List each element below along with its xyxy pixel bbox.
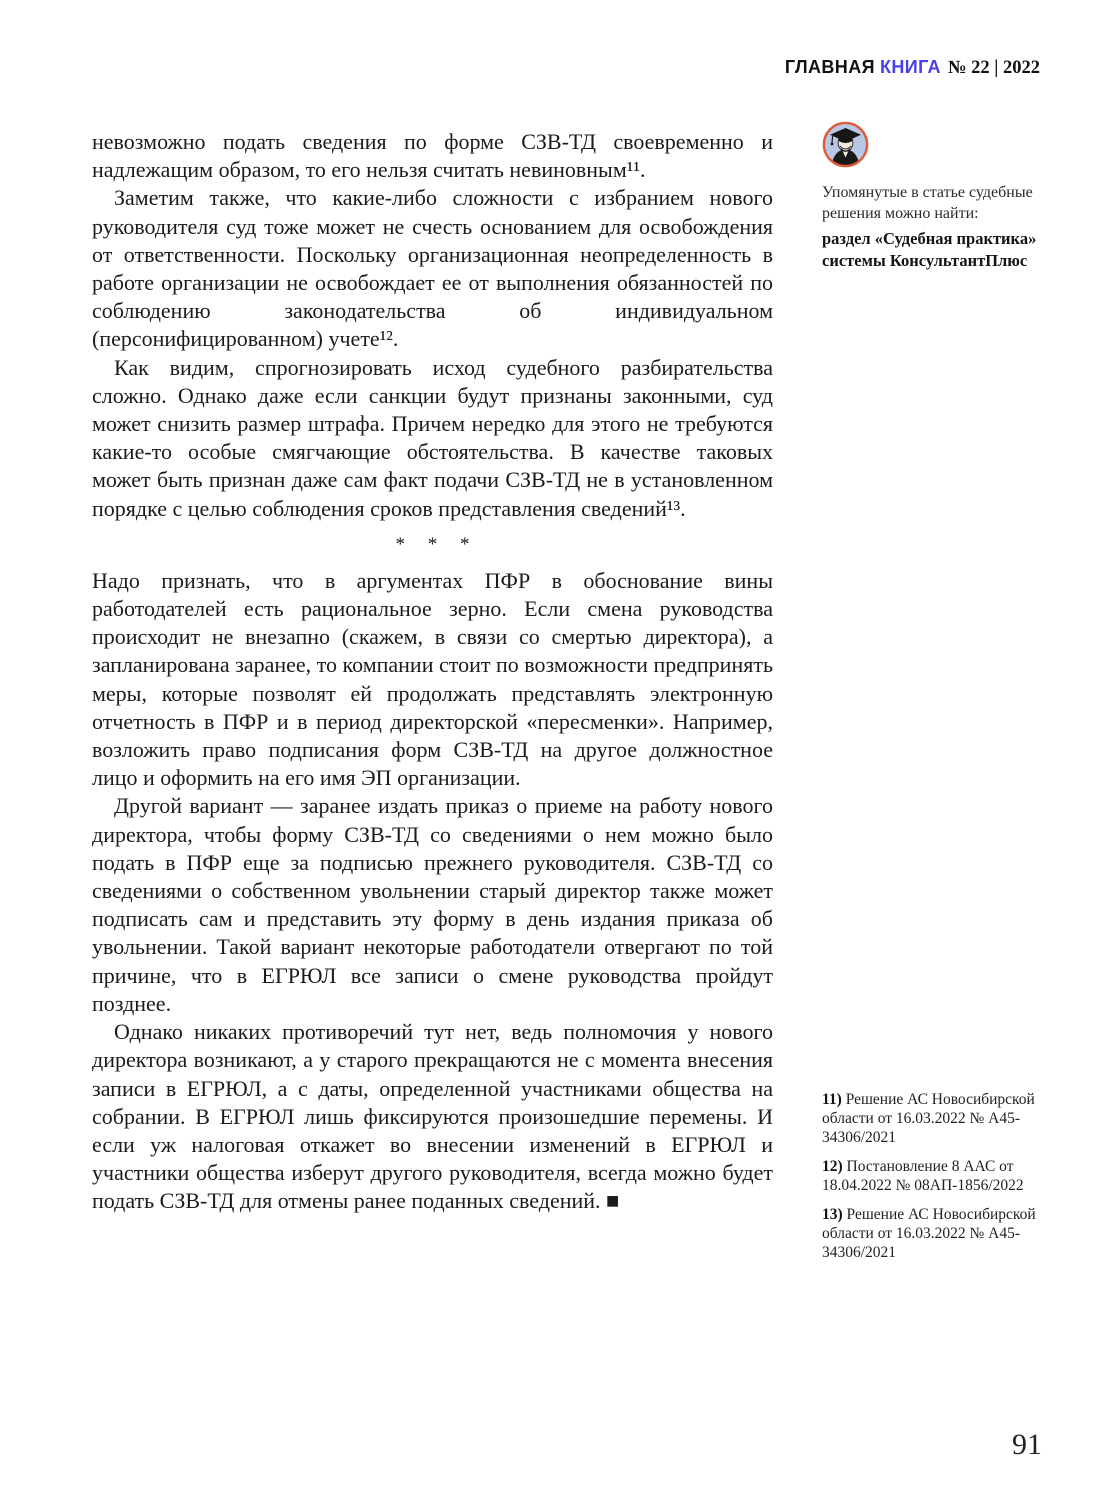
footnote-text: Решение АС Новосибирской области от 16.03.2022 № А45-34306/2021: [822, 1091, 1035, 1146]
paragraph: Как видим, спрогнозировать исход судебного разбирательства сложно. Однако даже если санкции будут признаны законными, суд может снизить размер штрафа. Причем нередко для этого не требуются какие-то особые смягчающие обстоятельства. В качестве таковых может быть признан даже сам факт подачи СЗВ-ТД не в установленном порядке с целью соблюдения сроков представления сведений¹³.: [92, 354, 773, 521]
judge-icon: [822, 121, 1048, 173]
footnotes: [822, 1090, 1048, 1272]
sidebar-note: Упомянутые в статье судебные решения можно найти:: [822, 184, 1033, 222]
footnote-item: [822, 1090, 1048, 1147]
footnote-text: Решение АС Новосибирской области от 16.03.2022 № А45-34306/2021: [822, 1206, 1036, 1261]
paragraph: невозможно подать сведения по форме СЗВ-ТД своевременно и надлежащим образом, то его нельзя считать невиновным¹¹.: [92, 129, 773, 183]
section-separator: * * *: [395, 533, 479, 555]
article-body: [92, 128, 773, 1216]
magazine-title: ГЛАВНАЯ: [784, 57, 875, 77]
footnote-number: 13): [822, 1206, 843, 1223]
footnote-text: Постановление 8 ААС от 18.04.2022 № 08АП-1856/2022: [822, 1158, 1024, 1194]
footnote-item: [822, 1205, 1048, 1262]
footnote-item: [822, 1157, 1048, 1195]
paragraph: Заметим также, что какие-либо сложности с избранием нового руководителя суд тоже может не счесть основанием для освобождения от ответственности. Поскольку организационная неопределенность в работе организации не освобождает ее от выполнения обязанностей по соблюдению законодательства об индивидуальном (персонифицированном) учете¹².: [92, 185, 773, 352]
page-number: 91: [1012, 1428, 1042, 1461]
footnote-number: 12): [822, 1158, 843, 1175]
paragraph: Надо признать, что в аргументах ПФР в обоснование вины работодателей есть рациональное зерно. Если смена руководства происходит не внезапно (скажем, в связи со смертью директора), а запланирована заранее, то компании стоит по возможности предпринять меры, которые позволят ей продолжать представлять электронную отчетность в ПФР и в период директорской «пересменки». Например, возложить право подписания форм СЗВ-ТД на другое должностное лицо и оформить на его имя ЭП организации.: [92, 567, 773, 791]
footnote-number: 11): [822, 1091, 842, 1108]
issue-number: № 22 | 2022: [947, 58, 1040, 78]
magazine-title-accent: КНИГА: [879, 57, 941, 77]
sidebar-note-bold: раздел «Судебная практика» системы КонсультантПлюс: [822, 229, 1037, 270]
sidebar: [822, 121, 1048, 272]
masthead: [0, 57, 1040, 79]
paragraph: Однако никаких противоречий тут нет, ведь полномочия у нового директора возникают, а у старого прекращаются не с момента внесения записи в ЕГРЮЛ, а с даты, определенной участниками общества на собрании. В ЕГРЮЛ лишь фиксируются произошедшие перемены. И если уж налоговая откажет во внесении изменений в ЕГРЮЛ и участники общества изберут другого руководителя, всегда можно будет подать СЗВ-ТД для отмены ранее поданных сведений. ■: [92, 1019, 773, 1214]
paragraph: Другой вариант — заранее издать приказ о приеме на работу нового директора, чтобы форму СЗВ-ТД со сведениями о нем можно было подать в ПФР еще за подписью прежнего руководителя. СЗВ-ТД со сведениями о собственном увольнении старый директор также может подписать сам и представить эту форму в день издания приказа об увольнении. Такой вариант некоторые работодатели отвергают по той причине, что в ЕГРЮЛ все записи о смене руководства пройдут позднее.: [92, 793, 773, 1016]
